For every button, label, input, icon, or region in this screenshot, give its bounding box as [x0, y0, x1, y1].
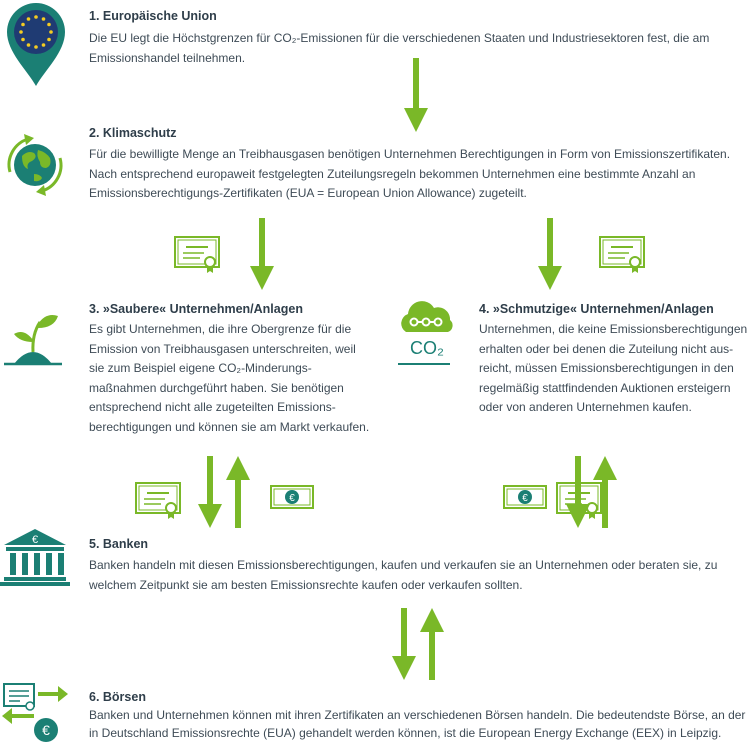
arrow-down-icon [198, 456, 222, 528]
bank-euro-icon [0, 527, 70, 587]
step-text: Für die bewilligte Menge an Treibhausgasen benötigen Unternehmen Berechtigungen in Form von Emissionszertifikaten. Nach entsprechend europaweit festgelegten Zuteilungsregeln bekommen Unternehmen eine bestimmte Anzahl an Emissionsberechtigungs-Zertifikaten (EUA = European Union Allowance) zugeteilt. [89, 147, 731, 200]
step-banken [89, 536, 739, 595]
step-boersen [89, 689, 747, 742]
co2-cloud-icon [392, 300, 462, 370]
banknote-icon [270, 485, 314, 509]
co2-label: CO₂ [410, 338, 444, 358]
arrow-down-icon [392, 608, 416, 680]
sprout-icon [2, 310, 64, 370]
eu-location-pin-icon [5, 0, 67, 88]
banknote-euro-sign: € [522, 493, 528, 504]
certificate-icon [174, 236, 220, 274]
arrow-up-icon [593, 456, 617, 528]
exchange-euro-sign: € [42, 722, 50, 738]
step-text: Die EU legt die Höchstgrenzen für CO₂-Emissionen für die verschiedenen Staaten und Industriesektoren fest, die am Emissionshandel teilnehmen. [89, 31, 710, 65]
step-europaeische-union [89, 8, 744, 68]
bank-euro-sign: € [31, 534, 39, 546]
step-title: 3. »Saubere« Unternehmen/Anlagen [89, 302, 303, 316]
arrow-down-icon [404, 58, 428, 132]
certificate-icon [599, 236, 645, 274]
step-schmutzige-unternehmen [479, 301, 749, 418]
arrow-up-icon [420, 608, 444, 680]
step-title: 5. Banken [89, 537, 149, 551]
banknote-icon [503, 485, 547, 509]
step-title: 4. »Schmutzige« Unternehmen/Anlagen [479, 302, 714, 316]
arrow-down-icon [566, 456, 590, 528]
exchange-icon [0, 680, 70, 746]
step-text: Banken und Unternehmen können mit ihren Zertifikaten an verschiedenen Börsen handeln. Die bedeutendste Börse, an der in Deutschland Emissionsrechte (EUA) gehandelt werden können, ist die European Energy Exchange (EEX) in Leipzig. [89, 708, 746, 740]
arrow-down-icon [250, 218, 274, 290]
arrow-down-icon [538, 218, 562, 290]
arrow-up-icon [226, 456, 250, 528]
globe-cycle-icon [0, 128, 70, 202]
step-text: Unternehmen, die keine Emissionsberechtigungen erhalten oder bei denen die Zuteilung nicht aus-reicht, müssen Emissionsberechtigungen in den regelmäßig stattfindenden Auktionen ersteigern oder von anderen Unternehmen kaufen. [479, 322, 748, 414]
step-title: 2. Klimaschutz [89, 126, 177, 140]
banknote-euro-sign: € [289, 493, 295, 504]
co2-underline [398, 363, 450, 365]
step-title: 6. Börsen [89, 690, 146, 704]
certificate-icon [135, 482, 181, 520]
step-text: Banken handeln mit diesen Emissionsberechtigungen, kaufen und verkaufen sie an Unternehmen oder beraten sie, zu welchem Zeitpunkt sie am besten Emissionsrechte kaufen oder verkaufen sollten. [89, 558, 718, 592]
step-title: 1. Europäische Union [89, 9, 217, 23]
step-text: Es gibt Unternehmen, die ihre Obergrenze für die Emission von Treibhausgasen unterschreiten, weil sie zum Beispiel eigene CO₂-Minderungs-maßnahmen durchgeführt haben. Sie benötigen entsprechend nicht alle zugeteilten Emissions-berechtigungen und können sie am Markt verkaufen. [89, 322, 370, 434]
step-saubere-unternehmen [89, 301, 374, 437]
step-klimaschutz [89, 125, 749, 204]
